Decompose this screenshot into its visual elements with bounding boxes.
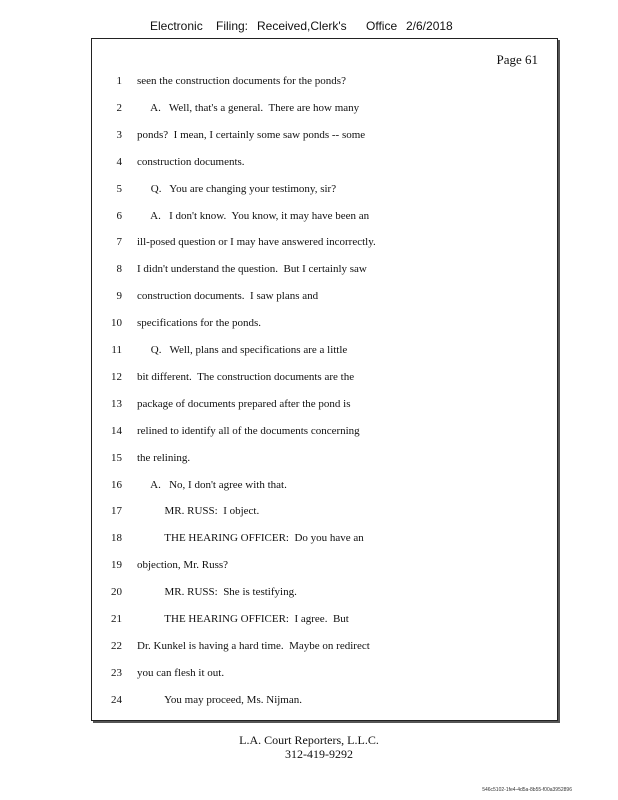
header-date: 2/6/2018 bbox=[406, 19, 453, 33]
line-text: THE HEARING OFFICER: I agree. But bbox=[137, 613, 349, 625]
line-number: 21 bbox=[111, 613, 122, 625]
line-text: bit different. The construction documents are the bbox=[137, 370, 355, 383]
transcript-line bbox=[92, 102, 557, 118]
line-number: 19 bbox=[111, 559, 122, 572]
filing-header bbox=[0, 19, 618, 35]
transcript-line bbox=[92, 263, 557, 279]
line-number: 4 bbox=[116, 155, 122, 168]
transcript-line bbox=[92, 613, 557, 629]
line-number: 18 bbox=[111, 532, 122, 545]
transcript-line bbox=[92, 156, 557, 172]
transcript-line bbox=[92, 371, 557, 387]
line-text: specifications for the ponds. bbox=[137, 317, 262, 330]
line-number: 16 bbox=[111, 478, 122, 491]
line-number: 3 bbox=[116, 128, 122, 141]
line-number: 23 bbox=[111, 666, 122, 679]
line-text: construction documents. bbox=[137, 155, 245, 168]
line-number: 12 bbox=[111, 370, 122, 383]
transcript-line bbox=[92, 183, 557, 199]
line-number: 13 bbox=[111, 397, 122, 410]
line-number: 15 bbox=[111, 451, 122, 464]
transcript-line bbox=[92, 129, 557, 145]
transcript-line bbox=[92, 479, 557, 495]
footer-phone: 312-419-9292 bbox=[285, 747, 353, 761]
line-number: 24 bbox=[111, 693, 122, 706]
header-received: Received,Clerk's bbox=[257, 19, 347, 33]
line-text: THE HEARING OFFICER: Do you have an bbox=[137, 532, 364, 545]
line-number: 14 bbox=[111, 424, 122, 437]
line-text: relined to identify all of the documents concerning bbox=[137, 424, 360, 437]
transcript-line bbox=[92, 210, 557, 226]
line-text: MR. RUSS: I object. bbox=[137, 505, 260, 518]
transcript-line bbox=[92, 452, 557, 468]
page-number: Page 61 bbox=[496, 52, 538, 67]
line-text: seen the construction documents for the ponds? bbox=[137, 75, 346, 87]
line-number: 5 bbox=[116, 182, 122, 195]
transcript-line bbox=[92, 640, 557, 656]
line-text: A. No, I don't agree with that. bbox=[137, 478, 287, 491]
line-number: 1 bbox=[116, 75, 122, 87]
line-text: A. I don't know. You know, it may have been an bbox=[137, 209, 370, 222]
line-text: Q. Well, plans and specifications are a little bbox=[137, 344, 348, 356]
header-filing: Filing: bbox=[216, 19, 249, 33]
transcript-line bbox=[92, 425, 557, 441]
transcript-line bbox=[92, 586, 557, 602]
line-text: the relining. bbox=[137, 451, 191, 464]
line-text: A. Well, that's a general. There are how many bbox=[137, 101, 360, 114]
line-text: You may proceed, Ms. Nijman. bbox=[137, 693, 302, 706]
line-text: objection, Mr. Russ? bbox=[137, 559, 229, 572]
line-number: 17 bbox=[111, 505, 122, 518]
transcript-page bbox=[91, 38, 558, 721]
line-number: 10 bbox=[111, 317, 122, 330]
transcript-line bbox=[92, 505, 557, 521]
transcript-line bbox=[92, 344, 557, 360]
line-number: 22 bbox=[111, 639, 122, 652]
transcript-line bbox=[92, 290, 557, 306]
line-text: you can flesh it out. bbox=[137, 666, 225, 679]
line-text: ponds? I mean, I certainly some saw ponds -- some bbox=[137, 128, 366, 141]
transcript-line bbox=[92, 667, 557, 683]
line-text: I didn't understand the question. But I certainly saw bbox=[137, 263, 367, 276]
transcript-line bbox=[92, 317, 557, 333]
transcript-line bbox=[92, 398, 557, 414]
line-number: 20 bbox=[111, 586, 122, 599]
line-number: 6 bbox=[116, 209, 122, 222]
header-office: Office bbox=[366, 19, 398, 33]
footer-company: L.A. Court Reporters, L.L.C. bbox=[239, 733, 379, 747]
transcript-line bbox=[92, 236, 557, 252]
transcript-line bbox=[92, 694, 557, 710]
line-number: 11 bbox=[111, 344, 122, 356]
line-number: 7 bbox=[116, 236, 122, 249]
transcript-line bbox=[92, 532, 557, 548]
transcript-line bbox=[92, 75, 557, 91]
line-text: Q. You are changing your testimony, sir? bbox=[137, 182, 337, 195]
line-number: 2 bbox=[116, 101, 122, 114]
line-text: MR. RUSS: She is testifying. bbox=[137, 586, 297, 599]
file-id: 546c5102-1fe4-4d5a-8b55-f00a3952896 bbox=[482, 787, 572, 793]
line-text: ill-posed question or I may have answered incorrectly. bbox=[137, 236, 376, 249]
header-electronic: Electronic bbox=[150, 19, 203, 33]
transcript-line bbox=[92, 559, 557, 575]
line-text: construction documents. I saw plans and bbox=[137, 290, 319, 303]
line-text: Dr. Kunkel is having a hard time. Maybe on redirect bbox=[137, 639, 370, 652]
line-number: 8 bbox=[116, 263, 122, 276]
line-text: package of documents prepared after the pond is bbox=[137, 397, 351, 410]
line-number: 9 bbox=[116, 290, 122, 303]
